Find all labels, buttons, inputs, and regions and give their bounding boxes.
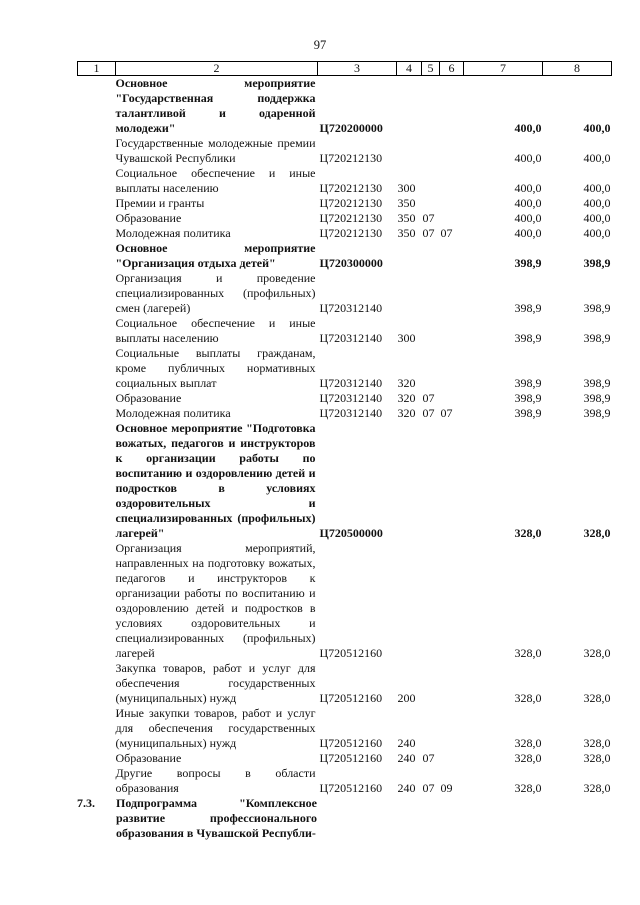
cell-subsection: 07: [440, 226, 453, 240]
cell-amount-7: 400,0: [514, 226, 542, 240]
cell-subsection: [440, 196, 464, 211]
cell-name: Закупка товаров, работ и услуг для обеспечения государственных (муниципальных) нужд: [115, 661, 316, 705]
cell-expense-group: 300: [397, 331, 416, 345]
cell-name: Основное мероприятие "Организация отдыха детей": [115, 241, 316, 270]
cell-subsection: [440, 316, 464, 346]
cell-subsection: [440, 421, 464, 541]
cell-amount-8: 400,0: [583, 121, 611, 135]
cell-amount-7: 400,0: [514, 121, 542, 135]
cell-name: Социальные выплаты гражданам, кроме публичных нормативных социальных выплат: [115, 346, 316, 390]
cell-subsection: [440, 661, 464, 706]
cell-amount-7: 398,9: [514, 301, 542, 315]
cell-name: Молодежная политика: [115, 406, 231, 420]
cell-expense-group: 350: [397, 196, 416, 210]
cell-section: [422, 316, 440, 346]
cell-amount-8: 328,0: [583, 751, 611, 765]
table-row: [78, 346, 612, 391]
cell-target-article: Ц720312140: [319, 301, 383, 315]
cell-section: [422, 541, 440, 661]
cell-name: Молодежная политика: [115, 226, 231, 240]
cell-name: Основное мероприятие "Подготовка вожатых, педагогов и инструкторов к организации работы по воспитанию и оздоровлению детей и подростков в условиях оздоровительных и специализированных (профильных) лагерей": [115, 421, 316, 540]
cell-section: [422, 706, 440, 751]
cell-amount-7: 398,9: [514, 256, 542, 270]
cell-target-article: Ц720312140: [319, 331, 383, 345]
cell-name: Организация и проведение специализированных (профильных) смен (лагерей): [115, 271, 316, 315]
cell-amount-7: 400,0: [514, 181, 542, 195]
table-header-row: [78, 62, 612, 76]
cell-expense-group: 240: [397, 751, 416, 765]
cell-amount-8: 400,0: [583, 196, 611, 210]
cell-amount-7: 398,9: [514, 331, 542, 345]
cell-target-article: Ц720512160: [319, 751, 383, 765]
cell-amount-7: 400,0: [514, 196, 542, 210]
cell-subsection: [440, 166, 464, 196]
cell-number: [78, 661, 116, 706]
cell-section: [422, 241, 440, 271]
cell-section: [422, 166, 440, 196]
subprogram-number: 7.3.: [77, 796, 95, 810]
cell-name: Другие вопросы в области образования: [115, 766, 316, 795]
page-number: 97: [313, 38, 327, 52]
cell-name: Образование: [115, 211, 182, 225]
table-row: [78, 391, 612, 406]
cell-amount-8: 328,0: [583, 646, 611, 660]
cell-subsection: [440, 271, 464, 316]
cell-subsection: [440, 241, 464, 271]
table-row: [78, 316, 612, 346]
col-header-7: 7: [464, 62, 543, 76]
cell-amount-8: 328,0: [583, 691, 611, 705]
cell-expense-group: 350: [397, 211, 416, 225]
cell-number: [78, 211, 116, 226]
col-header-6: 6: [440, 62, 464, 76]
col-header-8: 8: [543, 62, 612, 76]
cell-name: Образование: [115, 391, 182, 405]
cell-name: Социальное обеспечение и иные выплаты населению: [115, 316, 316, 345]
table-row: [78, 751, 612, 766]
cell-amount-8: 328,0: [583, 781, 611, 795]
cell-amount-7: 328,0: [514, 646, 542, 660]
cell-section: 07: [422, 781, 435, 795]
cell-expense-group: [397, 541, 422, 661]
cell-target-article: Ц720212130: [319, 226, 383, 240]
cell-section: [422, 136, 440, 166]
table-row: [78, 196, 612, 211]
cell-target-article: Ц720212130: [319, 181, 383, 195]
cell-amount-7: 398,9: [514, 391, 542, 405]
subprogram-title: Подпрограмма "Комплексное развитие профессионального образования в Чувашской Республи-: [116, 796, 317, 840]
cell-subsection: [440, 391, 464, 406]
cell-number: [78, 406, 116, 421]
cell-amount-7: 328,0: [514, 526, 542, 540]
cell-subsection: 09: [440, 781, 453, 795]
table-row: [78, 421, 612, 541]
cell-name: Государственные молодежные премии Чувашской Республики: [115, 136, 316, 165]
cell-subsection: [440, 136, 464, 166]
cell-section: 07: [422, 226, 435, 240]
cell-amount-8: 400,0: [583, 211, 611, 225]
table-body: [78, 76, 612, 797]
budget-table: [77, 61, 612, 796]
cell-expense-group: [397, 136, 422, 166]
cell-number: [78, 226, 116, 241]
cell-subsection: [440, 751, 464, 766]
table-row: [78, 661, 612, 706]
cell-section: 07: [422, 406, 435, 420]
cell-amount-8: 400,0: [583, 151, 611, 165]
cell-subsection: 07: [440, 406, 453, 420]
cell-amount-7: 398,9: [514, 406, 542, 420]
col-header-4: 4: [397, 62, 422, 76]
table-row: [78, 226, 612, 241]
cell-subsection: [440, 706, 464, 751]
cell-section: [422, 76, 440, 137]
table-row: [78, 166, 612, 196]
cell-subsection: [440, 211, 464, 226]
subprogram-heading: [77, 796, 317, 841]
cell-target-article: Ц720212130: [319, 211, 383, 225]
cell-target-article: Ц720212130: [319, 151, 383, 165]
cell-amount-8: 398,9: [583, 301, 611, 315]
cell-name: Социальное обеспечение и иные выплаты населению: [115, 166, 316, 195]
cell-amount-7: 328,0: [514, 751, 542, 765]
cell-number: [78, 271, 116, 316]
cell-name: Основное мероприятие "Государственная поддержка талантливой и одаренной молодежи": [115, 76, 316, 135]
cell-section: 07: [422, 391, 435, 405]
cell-section: [422, 271, 440, 316]
cell-expense-group: 320: [397, 406, 416, 420]
cell-section: 07: [422, 211, 435, 225]
cell-amount-7: 328,0: [514, 736, 542, 750]
cell-amount-8: 398,9: [583, 391, 611, 405]
cell-subsection: [440, 76, 464, 137]
cell-number: [78, 136, 116, 166]
cell-expense-group: [397, 271, 422, 316]
cell-expense-group: 320: [397, 376, 416, 390]
cell-expense-group: [397, 241, 422, 271]
cell-section: [422, 421, 440, 541]
cell-name: Организация мероприятий, направленных на подготовку вожатых, педагогов и инструкторов к организации работы по воспитанию и оздоровлению детей и подростков в условиях оздоровительных и специализированных (профильных) лагерей: [115, 541, 316, 660]
cell-section: [422, 661, 440, 706]
table-row: [78, 766, 612, 796]
cell-name: Иные закупки товаров, работ и услуг для обеспечения государственных (муниципальных) нужд: [115, 706, 316, 750]
col-header-5: 5: [422, 62, 440, 76]
cell-amount-8: 398,9: [583, 256, 611, 270]
cell-target-article: Ц720312140: [319, 391, 383, 405]
cell-expense-group: 320: [397, 391, 416, 405]
table-row: [78, 211, 612, 226]
cell-amount-7: 328,0: [514, 781, 542, 795]
table-row: [78, 136, 612, 166]
cell-number: [78, 316, 116, 346]
table-row: [78, 706, 612, 751]
cell-number: [78, 196, 116, 211]
cell-expense-group: [397, 421, 422, 541]
cell-amount-7: 328,0: [514, 691, 542, 705]
table-row: [78, 241, 612, 271]
cell-target-article: Ц720212130: [319, 196, 383, 210]
cell-amount-8: 328,0: [583, 736, 611, 750]
cell-number: [78, 166, 116, 196]
cell-target-article: Ц720512160: [319, 646, 383, 660]
col-header-1: 1: [78, 62, 116, 76]
cell-expense-group: 240: [397, 736, 416, 750]
cell-amount-7: 398,9: [514, 376, 542, 390]
cell-target-article: Ц720512160: [319, 781, 383, 795]
cell-amount-8: 398,9: [583, 376, 611, 390]
cell-expense-group: 240: [397, 781, 416, 795]
cell-number: [78, 706, 116, 751]
cell-expense-group: 300: [397, 181, 416, 195]
cell-target-article: Ц720512160: [319, 691, 383, 705]
cell-subsection: [440, 541, 464, 661]
cell-number: [78, 391, 116, 406]
cell-target-article: Ц720500000: [319, 526, 383, 540]
cell-number: [78, 241, 116, 271]
cell-target-article: Ц720300000: [319, 256, 383, 270]
table-row: [78, 406, 612, 421]
cell-amount-8: 400,0: [583, 181, 611, 195]
cell-number: [78, 76, 116, 137]
cell-amount-8: 398,9: [583, 406, 611, 420]
table-row: [78, 541, 612, 661]
table-row: [78, 271, 612, 316]
cell-amount-8: 398,9: [583, 331, 611, 345]
cell-target-article: Ц720512160: [319, 736, 383, 750]
cell-target-article: Ц720312140: [319, 376, 383, 390]
cell-target-article: Ц720200000: [319, 121, 383, 135]
cell-section: [422, 346, 440, 391]
cell-number: [78, 346, 116, 391]
cell-number: [78, 541, 116, 661]
cell-expense-group: [397, 76, 422, 137]
table-row: [78, 76, 612, 137]
cell-name: Премии и гранты: [115, 196, 205, 210]
col-header-3: 3: [318, 62, 397, 76]
col-header-2: 2: [116, 62, 318, 76]
cell-name: Образование: [115, 751, 182, 765]
cell-amount-8: 328,0: [583, 526, 611, 540]
cell-amount-7: 400,0: [514, 151, 542, 165]
cell-section: 07: [422, 751, 435, 765]
cell-expense-group: 200: [397, 691, 416, 705]
cell-amount-8: 400,0: [583, 226, 611, 240]
cell-number: [78, 751, 116, 766]
cell-number: [78, 766, 116, 796]
cell-number: [78, 421, 116, 541]
cell-amount-7: 400,0: [514, 211, 542, 225]
cell-expense-group: 350: [397, 226, 416, 240]
cell-target-article: Ц720312140: [319, 406, 383, 420]
cell-section: [422, 196, 440, 211]
cell-subsection: [440, 346, 464, 391]
